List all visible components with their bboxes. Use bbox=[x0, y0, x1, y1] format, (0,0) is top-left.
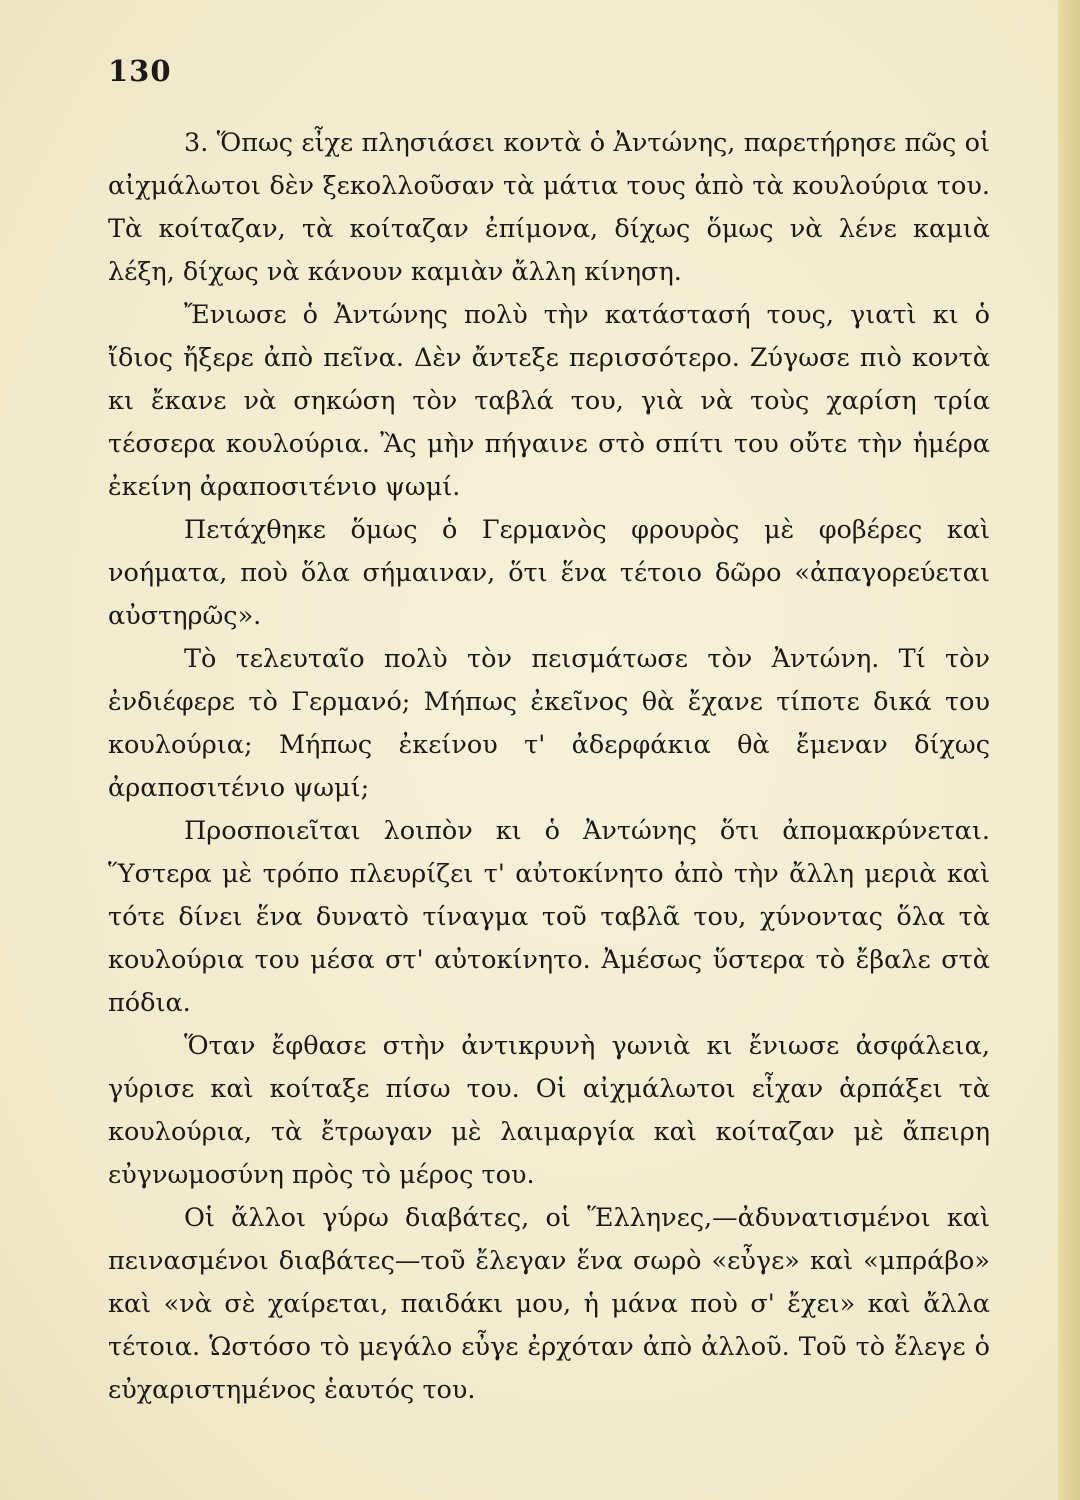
page-number: 130 bbox=[108, 54, 172, 88]
page-edge bbox=[1058, 0, 1080, 1500]
paragraph-5: Προσποιεῖται λοιπὸν κι ὁ Ἀντώνης ὅτι ἀπομακρύνεται. Ὕστερα μὲ τρόπο πλευρίζει τ' αὐτοκίνητο ἀπὸ τὴν ἄλλη μεριὰ καὶ τότε δίνει ἕνα δυνατὸ τίναγμα τοῦ ταβλᾶ του, χύνοντας ὅλα τὰ κουλούρια του μέσα στ' αὐτοκίνητο. Ἀμέσως ὕστερα τὸ ἔβαλε στὰ πόδια. bbox=[108, 816, 990, 1018]
body-text bbox=[108, 122, 990, 1412]
paragraph-3: Πετάχθηκε ὅμως ὁ Γερμανὸς φρουρὸς μὲ φοβέρες καὶ νοήματα, ποὺ ὅλα σήμαιναν, ὅτι ἕνα τέτοιο δῶρο «ἀπαγορεύεται αὐστηρῶς». bbox=[108, 515, 990, 631]
paragraph-2: Ἔνιωσε ὁ Ἀντώνης πολὺ τὴν κατάστασή τους, γιατὶ κι ὁ ἴδιος ἤξερε ἀπὸ πεῖνα. Δὲν ἄντεξε περισσότερο. Ζύγωσε πιὸ κοντὰ κι ἔκανε νὰ σηκώση τὸν ταβλά του, γιὰ νὰ τοὺς χαρίση τρία τέσσερα κουλούρια. Ἂς μὴν πήγαινε στὸ σπίτι του οὔτε τὴν ἡμέρα ἐκείνη ἀραποσιτένιο ψωμί. bbox=[108, 300, 990, 502]
paragraph-7: Οἱ ἄλλοι γύρω διαβάτες, οἱ Ἕλληνες,—ἀδυνατισμένοι καὶ πεινασμένοι διαβάτες—τοῦ ἔλεγαν ἕνα σωρὸ «εὖγε» καὶ «μπράβο» καὶ «νὰ σὲ χαίρεται, παιδάκι μου, ἡ μάνα ποὺ σ' ἔχει» καὶ ἄλλα τέτοια. Ὡστόσο τὸ μεγάλο εὖγε ἐρχόταν ἀπὸ ἀλλοῦ. Τοῦ τὸ ἔλεγε ὁ εὐχαριστημένος ἑαυτός του. bbox=[108, 1203, 990, 1405]
paragraph-6: Ὅταν ἔφθασε στὴν ἀντικρυνὴ γωνιὰ κι ἔνιωσε ἀσφάλεια, γύρισε καὶ κοίταξε πίσω του. Οἱ αἰχμάλωτοι εἶχαν ἁρπάξει τὰ κουλούρια, τὰ ἔτρωγαν μὲ λαιμαργία καὶ κοίταζαν μὲ ἄπειρη εὐγνωμοσύνη πρὸς τὸ μέρος του. bbox=[108, 1031, 990, 1190]
paragraph-4: Τὸ τελευταῖο πολὺ τὸν πεισμάτωσε τὸν Ἀντώνη. Τί τὸν ἐνδιέφερε τὸ Γερμανό; Μήπως ἐκεῖνος θὰ ἔχανε τίποτε δικά του κουλούρια; Μήπως ἐκείνου τ' ἀδερφάκια θὰ ἔμεναν δίχως ἀραποσιτένιο ψωμί; bbox=[108, 644, 990, 803]
paragraph-1: 3. Ὅπως εἶχε πλησιάσει κοντὰ ὁ Ἀντώνης, παρετήρησε πῶς οἱ αἰχμάλωτοι δὲν ξεκολλοῦσαν τὰ μάτια τους ἀπὸ τὰ κουλούρια του. Τὰ κοίταζαν, τὰ κοίταζαν ἐπίμονα, δίχως ὅμως νὰ λένε καμιὰ λέξη, δίχως νὰ κάνουν καμιὰν ἄλλη κίνηση. bbox=[108, 128, 990, 287]
